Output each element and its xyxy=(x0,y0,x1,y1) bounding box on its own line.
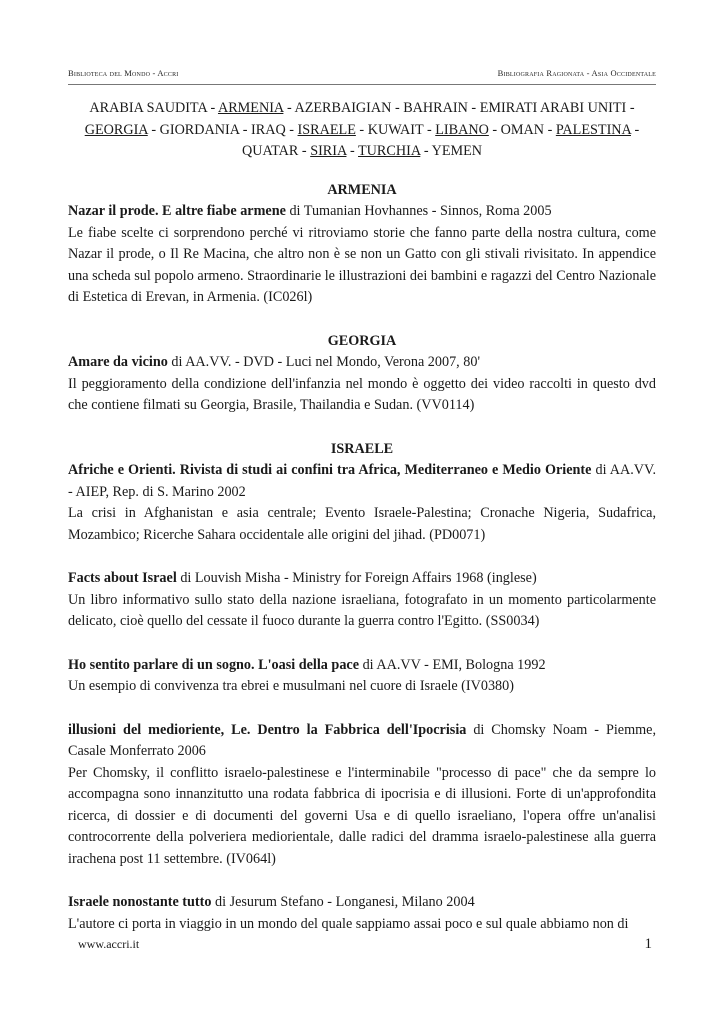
country-giordania: GIORDANIA xyxy=(159,121,240,138)
entry-title: Facts about Israel xyxy=(68,570,177,586)
country-iraq: IRAQ xyxy=(251,121,286,138)
entry-meta: di Louvish Misha - Ministry for Foreign Affairs 1968 (inglese) xyxy=(176,570,537,586)
country-azerbaigian: AZERBAIGIAN xyxy=(294,100,392,116)
entry-description: L'autore ci porta in viaggio in un mondo del quale sappiamo assai poco e sul quale abbiamo non di xyxy=(68,915,629,932)
entry-description: Il peggioramento della condizione dell'infanzia nel mondo è oggetto dei video raccolti in questo dvd che contiene filmati su Georgia, Brasile, Thailandia e Sudan. (VV0114) xyxy=(68,375,656,413)
entry-citation xyxy=(68,201,656,223)
entry-citation xyxy=(68,352,656,374)
bibliography-sections xyxy=(68,180,656,936)
country-siria[interactable]: SIRIA xyxy=(310,143,347,159)
bibliography-entry xyxy=(68,655,656,698)
entry-title: Israele nonostante tutto xyxy=(68,894,212,910)
entry-description: Un libro informativo sullo stato della nazione israeliana, fotografato in un momento particolarmente delicato, cioè quello del cessate il fuoco durante la guerra contro l'Egitto. (SS0034) xyxy=(68,591,656,629)
country-israele[interactable]: ISRAELE xyxy=(297,121,356,138)
bibliography-entry xyxy=(68,460,656,546)
bibliography-entry xyxy=(68,568,656,633)
country-armenia[interactable]: ARMENIA xyxy=(217,100,284,116)
entry-description: Un esempio di convivenza tra ebrei e musulmani nel cuore di Israele (IV0380) xyxy=(68,678,514,694)
bibliography-entry xyxy=(68,201,656,309)
country-oman: OMAN xyxy=(500,121,545,138)
country-bahrain: BAHRAIN xyxy=(403,100,468,116)
page-footer xyxy=(78,936,652,953)
country-index: ARABIA SAUDITA - ARMENIA - AZERBAIGIAN - BAHRAIN - EMIRATI ARABI UNITI - GEORGIA - GIORDANIA - IRAQ - ISRAELE - KUWAIT - LIBANO - OMAN - PALESTINA - QUATAR - SIRIA - TURCHIA - YEMEN xyxy=(84,100,640,159)
running-header xyxy=(68,68,656,78)
bibliography-entry xyxy=(68,892,656,935)
section-title: ISRAELE xyxy=(330,440,394,457)
entry-citation xyxy=(68,568,656,590)
entry-title: Afriche e Orienti. Rivista di studi ai confini tra Africa, Mediterraneo e Medio Oriente xyxy=(68,462,592,478)
country-turchia[interactable]: TURCHIA xyxy=(358,143,421,159)
entry-title: illusioni del medioriente, Le. Dentro la Fabbrica dell'Ipocrisia xyxy=(68,721,467,738)
bibliography-entry xyxy=(68,720,656,871)
entry-meta: di AA.VV. - DVD - Luci nel Mondo, Verona 2007, 80' xyxy=(167,354,480,370)
entry-meta: di Jesurum Stefano - Longanesi, Milano 2004 xyxy=(211,894,475,910)
country-quatar: QUATAR xyxy=(241,143,299,159)
country-yemen: YEMEN xyxy=(431,143,483,159)
page-content xyxy=(68,98,656,957)
entry-title: Amare da vicino xyxy=(68,354,168,370)
entry-title: Nazar il prode. E altre fiabe armene xyxy=(68,203,286,219)
country-libano[interactable]: LIBANO xyxy=(435,121,489,138)
bibliography-entry xyxy=(68,352,656,417)
header-right-title: Bibliografia Ragionata - Asia Occidentale xyxy=(497,68,656,78)
entry-title: Ho sentito parlare di un sogno. L'oasi della pace xyxy=(68,656,360,673)
entry-meta: di Tumanian Hovhannes - Sinnos, Roma 2005 xyxy=(285,203,552,219)
section-title: GEORGIA xyxy=(327,332,397,349)
entry-citation xyxy=(68,720,656,763)
country-palestina[interactable]: PALESTINA xyxy=(555,121,631,138)
header-left-title: Biblioteca del Mondo - Accri xyxy=(68,68,179,78)
entry-description: Per Chomsky, il conflitto israelo-palestinese e l'interminabile "processo di pace" che da sempre lo accompagna sono innanzitutto una rodata fabbrica di ipocrisia e di illusioni. Forte di un'approfondita ricerca, di dossier e di documenti del governi Usa e di quello israeliano, l'opera offre un'analisi controcorrente della polveriera mediorientale, dalle radici del dramma israelo-palestinese alla guerra irachena post 11 settembre. (IV064l) xyxy=(68,764,656,867)
country-georgia[interactable]: GEORGIA xyxy=(84,121,148,138)
entry-citation xyxy=(68,892,656,914)
entry-meta: di AA.VV - EMI, Bologna 1992 xyxy=(359,656,546,673)
entry-citation xyxy=(68,655,656,677)
footer-url[interactable]: www.accri.it xyxy=(78,937,140,951)
entry-meta: di Chomsky Noam - Piemme, Casale Monferrato 2006 xyxy=(68,721,656,759)
section-title: ARMENIA xyxy=(327,181,397,198)
country-emirati-arabi-uniti: EMIRATI ARABI UNITI xyxy=(479,100,627,116)
page-number: 1 xyxy=(644,936,652,952)
entry-meta: di AA.VV. - AIEP, Rep. di S. Marino 2002 xyxy=(68,462,657,500)
entry-description: La crisi in Afghanistan e asia centrale; Evento Israele-Palestina; Cronache Nigeria, Sudafrica, Mozambico; Ricerche Sahara occidentale alle origini del jihad. (PD0071) xyxy=(68,505,656,543)
country-arabia-saudita: ARABIA SAUDITA xyxy=(89,100,207,116)
header-divider xyxy=(68,84,656,85)
country-kuwait: KUWAIT xyxy=(367,121,424,138)
entry-citation xyxy=(68,460,656,503)
entry-description: Le fiabe scelte ci sorprendono perché vi ritroviamo storie che fanno parte della nostra cultura, come Nazar il prode, o Il Re Macina, che altro non è se non un Gatto con gli stivali rivisitato. In appendice una scheda sul popolo armeno. Straordinarie le illustrazioni dei bambini e ragazzi del Centro Nazionale di Estetica di Erevan, in Armenia. (IC026l) xyxy=(68,224,656,305)
